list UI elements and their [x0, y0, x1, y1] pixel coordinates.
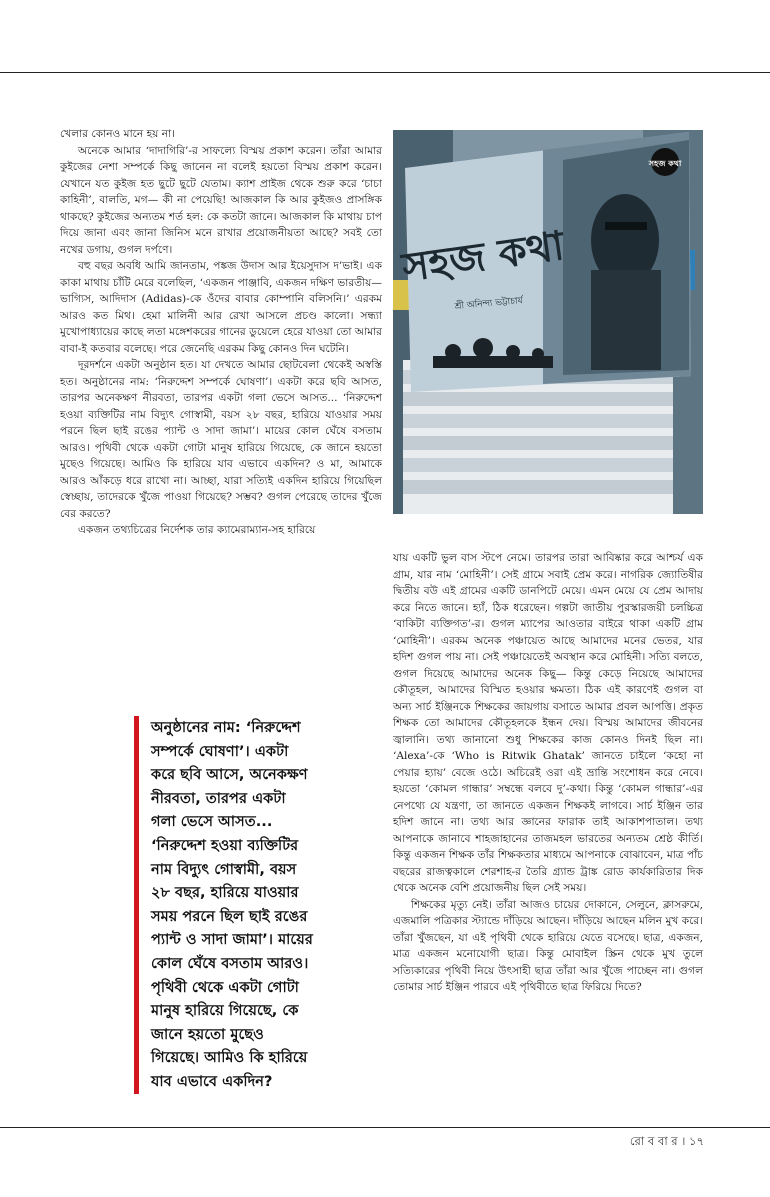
book-photo [393, 130, 703, 514]
article-column-right [393, 550, 703, 996]
top-rule [0, 72, 770, 73]
book-author-line: শ্রী অনিন্দ্য ভট্টাচার্য [454, 296, 524, 312]
pull-quote: অনুষ্ঠানের নাম: ‘নিরুদ্দেশ সম্পর্কে ঘোষণা’। একটা করে ছবি আসে, অনেকক্ষণ নীরবতা, তারপর একটা গলা ভেসে আসত... ‘নিরুদ্দেশ হওয়া ব্যক্তিটির নাম বিদ্যুৎ গোস্বামী, বয়স ২৮ বছর, হারিয়ে যাওয়ার সময় পরনে ছিল ছাই রঙের প্যান্ট ও সাদা জামা’। মায়ের কোল ঘেঁষে বসতাম আরও। পৃথিবী থেকে একটা গোটা মানুষ হারিয়ে গিয়েছে, কে জানে হয়তো মুছেও গিয়েছে। আমিও কি হারিয়ে যাব এভাবে একদিন? [134, 716, 313, 1094]
paragraph: খেলার কোনও মানে হয় না। [60, 128, 175, 140]
paragraph: যায় একটি ভুল বাস স্টপে নেমে। তারপর তারা আবিষ্কার করে আশ্চর্য এক গ্রাম, যার নাম ‘মোহিনী’। সেই গ্রামে সবাই প্রেম করে। নাগরিক জ্যোতিষীর দ্বিতীয় বউ এই গ্রামের একটি ডানপিটে মেয়ে। এমন মেয়ে যে প্রেম আদায় করে নিতে জানে। হ্যাঁ, ঠিক ধরেছেন। গল্পটা জাতীয় পুরস্কারজয়ী চলচ্চিত্র ‘বাকিটা ব্যক্তিগত’-র। গুগল ম্যাপের আওতার বাইরে থাকা একটি গ্রাম ‘মোহিনী’। এরকম অনেক পঞ্চায়েত আছে আমাদের মনের ভেতর, যার হদিশ গুগল পায় না। সেই পঞ্চায়েতেই অবস্থান করে মোহিনী। সত্যি বলতে, গুগল দিয়েছে আমাদের অনেক কিছু— কিন্তু কেড়ে নিয়েছে আমাদের কৌতূহল, আমাদের বিস্মিত হওয়ার ক্ষমতা। ঠিক এই কারণেই গুগল বা অন্য সার্চ ইঞ্জিনকে শিক্ষকের জায়গায় বসাতে আমার প্রবল আপত্তি। প্রকৃত শিক্ষক তো আমাদের কৌতূহলকে ইন্ধন দেয়। বিস্ময় আমাদের জীবনের জ্বালানি। তথ্য জানানো শুধু শিক্ষকের কাজ কোনও দিনই ছিল না। ‘Alexa’-কে ‘Who is Ritwik Ghatak’ জানতে চাইলে ‘কহো না পেয়ার হ্যায়’ বেজে ওঠে। অচিরেই ওরা এই ভ্রান্তি সংশোধন করে নেবে। হয়তো ‘কোমল গান্ধার’ সম্বন্ধে বলবে দু’-কথা। কিন্তু ‘কোমল গান্ধার’-এর নেপথ্যে যে যন্ত্রণা, তা জানতে একজন শিক্ষকই লাগবে। সার্চ ইঞ্জিন তার হদিশ জানে না। তথ্য আর জ্ঞানের ফারাক তাই আকাশপাতাল। তথ্য আপনাকে জানাবে শাহজাহানের তাজমহল ভারতের অন্যতম শ্রেষ্ঠ কীর্তি। কিন্তু একজন শিক্ষক তাঁর শিক্ষকতার মাধ্যমে আপনাকে বোঝাবেন, মাত্র পাঁচ বছরের রাজত্বকালে শেরশাহ-র তৈরি গ্র্যান্ড ট্রাঙ্ক রোড কার্যকারিতার দিক থেকে অনেক বেশি প্রয়োজনীয় ছিল সেই সময়। [393, 552, 703, 894]
paragraph: দূরদর্শনে একটা অনুষ্ঠান হত। যা দেখতে আমার ছোটবেলা থেকেই অস্বস্তি হত। অনুষ্ঠানের নাম: ‘নিরুদ্দেশ সম্পর্কে ঘোষণা’। একটা করে ছবি আসত, তারপর অনেকক্ষণ নীরবতা, তারপর একটা গলা ভেসে আসত... ‘নিরুদ্দেশ হওয়া ব্যক্তিটির নাম বিদ্যুৎ গোস্বামী, বয়স ২৮ বছর, হারিয়ে যাওয়ার সময় পরনে ছিল ছাই রঙের প্যান্ট ও সাদা জামা’। মায়ের কোল ঘেঁষে বসতাম আরও। পৃথিবী থেকে একটা গোটা মানুষ হারিয়ে গিয়েছে, কে জানে হয়তো মুছেও গিয়েছে। আমিও কি হারিয়ে যাব এভাবে একদিন? ও মা, আমাকে আরও আঁকড়ে ধরে রাখো না। আচ্ছা, যারা সত্যিই একদিন হারিয়ে গিয়েছিল স্বেচ্ছায়, তাদেরকে খুঁজে পাওয়া গিয়েছে? সম্ভব? গুগল পেরেছে তাদের খুঁজে বের করতে? [60, 359, 382, 520]
article-column-left [60, 126, 382, 539]
page-footer: রো ব বা র । ১৭ [629, 1134, 704, 1148]
book-badge: সহজ কথা [648, 159, 682, 168]
paragraph: একজন তথ্যচিত্রের নির্দেশক তার ক্যামেরাম্যান-সহ হারিয়ে [78, 524, 316, 536]
book-title: সহজ কথা [399, 223, 567, 292]
paragraph: অনেকে আমার ‘দাদাগিরি’-র সাফল্যে বিস্ময় প্রকাশ করেন। তাঁরা আমার কুইজের নেশা সম্পর্কে কিছু জানেন না বলেই হয়তো বিস্ময় প্রকাশ করেন। যেখানে যত কুইজ হত ছুটে ছুটে যেতাম। ক্যাশ প্রাইজ থেকে শুরু করে ‘চাচা কাহিনী’, বালতি, মগ— কী না পেয়েছি! আজকাল কি আর কুইজও প্রাসঙ্গিক থাকছে? কুইজের অন্যতম শর্ত হল: কে কতটা জানে। আজকাল কি মাথায় চাপ দিয়ে জানা এবং জানা জিনিস মনে রাখার প্রয়োজনীয়তা আছে? সবই তো নখের ডগায়, গুগল দর্পণে। [60, 144, 382, 256]
paragraph: বহু বছর অবধি আমি জানতাম, পঙ্কজ উদাস আর ইয়েসুদাস দ’ভাই। এক কাকা মাথায় চাঁটি মেরে বলেছিল, ‘একজন পাঞ্জাবি, একজন দক্ষিণ ভারতীয়— ভাগ্যিস, আদিদাস (Adidas)-কে ওঁদের বাবার কোম্পানি বলিসনি।’ এরকম আরও কত মিথ। হেমা মালিনী আর রেখা আসলে প্রচণ্ড কালো। সন্ধ্যা মুখোপাধ্যায়ের কাছে লতা মঙ্গেশকরের গানের ডুয়েলে হেরে যাওয়া তো আমার বাবা-ই কতবার বলেছে। পরে জেনেছি এরকম কিছু কোনও দিন ঘটেনি। [60, 260, 382, 355]
bottom-rule [0, 1127, 770, 1128]
paragraph: শিক্ষকের মৃত্যু নেই। তাঁরা আজও চায়ের দোকানে, সেলুনে, ক্লাসরুমে, এজমালি পত্রিকার স্ট্যান্ডে দাঁড়িয়ে আছেন। দাঁড়িয়ে আছেন মলিন মুখ করে। তাঁরা খুঁজছেন, যা এই পৃথিবী থেকে হারিয়ে যেতে বসেছে। ছাত্র, একজন, মাত্র একজন মনোযোগী ছাত্র। কিন্তু মোবাইল স্ক্রিন থেকে মুখ তুলে সত্যিকারের পৃথিবী নিয়ে উৎসাহী ছাত্র তাঁরা আর খুঁজে পাচ্ছেন না। গুগল তোমার সার্চ ইঞ্জিন পারবে এই পৃথিবীতে ছাত্র ফিরিয়ে দিতে? [393, 898, 703, 993]
